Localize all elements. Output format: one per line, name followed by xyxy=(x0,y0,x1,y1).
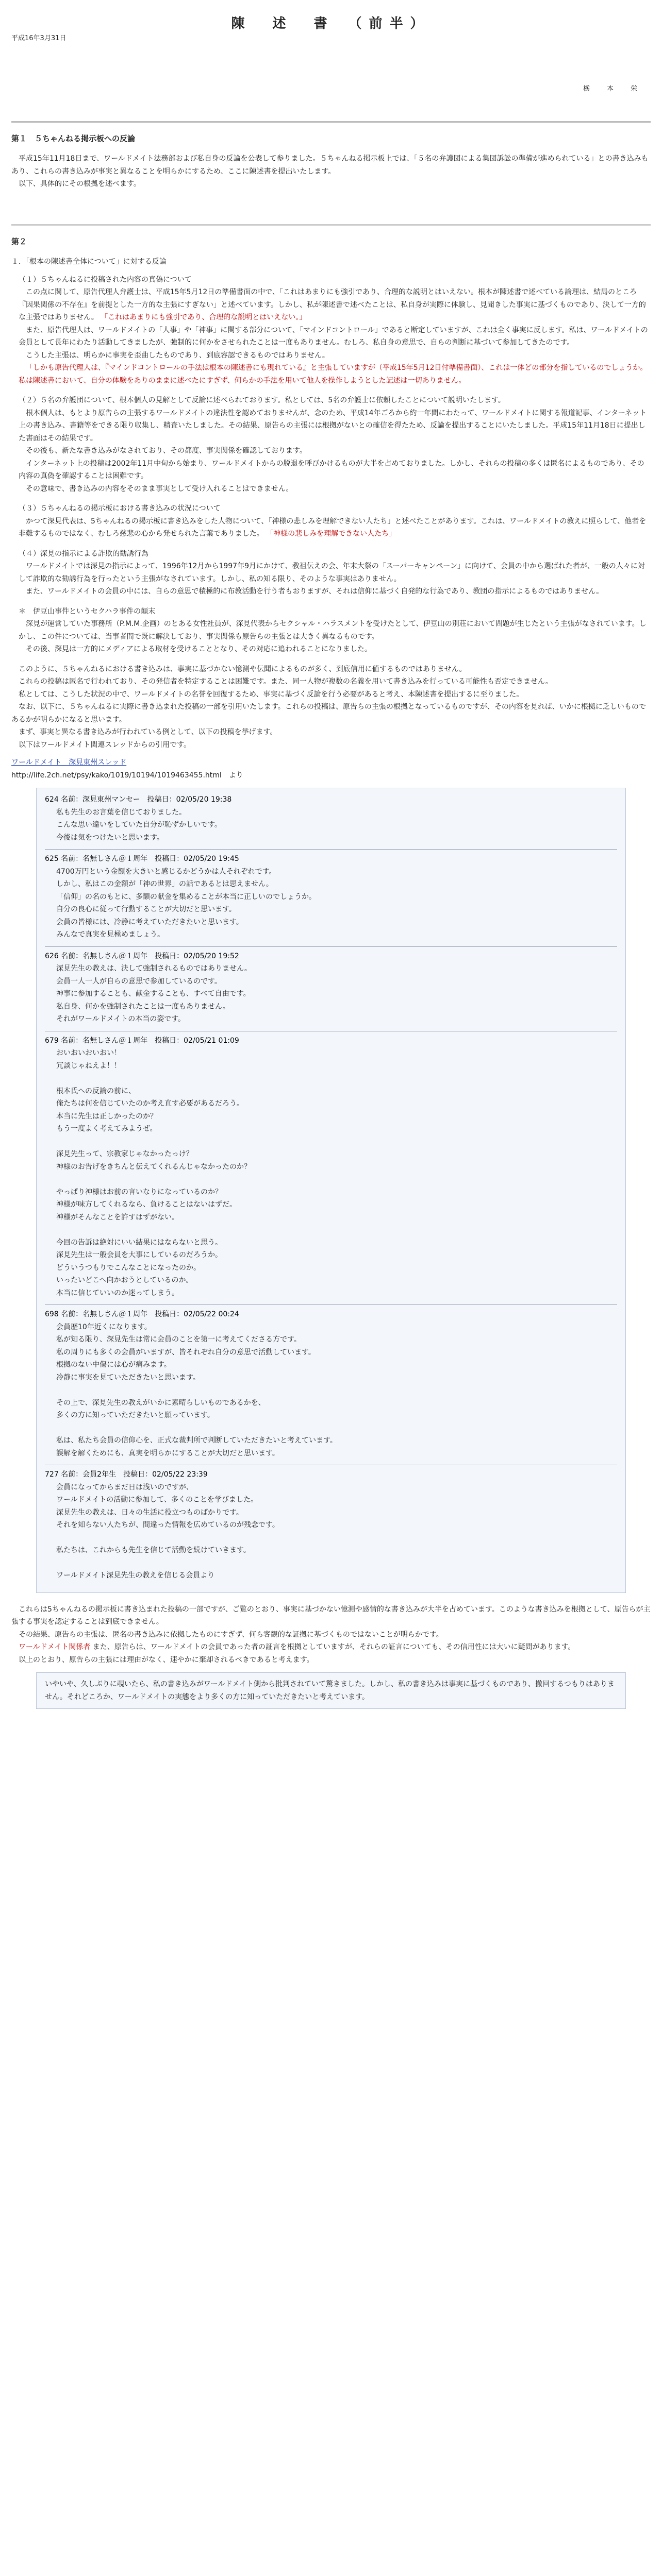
closing-red: ワールドメイト関係者 xyxy=(19,1643,91,1652)
post-list xyxy=(45,793,617,1582)
forum-post-line: 私たちは、これからも先生を信じて活動を続けていきます。 xyxy=(56,1546,251,1555)
post-divider xyxy=(45,946,617,947)
forum-post-line: 私自身、何かを強制されたことは一度もありません。 xyxy=(56,1002,230,1011)
forum-post-line: 誤解を解くためにも、真実を明らかにすることが大切だと思います。 xyxy=(56,1449,279,1458)
forum-post-line: 深見先生の教えは、決して強制されるものではありません。 xyxy=(56,964,252,973)
forum-post-line: 私の周りにも多くの会員がいますが、皆それぞれ自分の意思で活動しています。 xyxy=(56,1348,316,1357)
misc-paragraph-4: なお、以下に、５ちゃんねるに実際に書き込まれた投稿の一部を引用いたします。これらの投稿は、原告らの主張の根拠となっているものですが、その内容を見れば、いかに根拠に乏しいものであるかが明らかになると思います。 xyxy=(11,703,646,724)
forum-post-line: 冷静に事実を見ていただきたいと思います。 xyxy=(56,1373,200,1382)
forum-post-header: 698 名前：名無しさん＠１周年 投稿日：02/05/22 00:24 xyxy=(45,1310,239,1319)
forum-post-body xyxy=(45,866,617,941)
misc-paragraph-3: 私としては、こうした状況の中で、ワールドメイトの名誉を回復するため、事実に基づく反論を行う必要があると考え、本陳述書を提出するに至りました。 xyxy=(19,690,524,699)
forum-post-line: 深見先生は一般会員を大事にしているのだろうか。 xyxy=(56,1251,222,1260)
source-link-url: http://life.2ch.net/psy/kako/1019/10194/1019463455.html より xyxy=(11,771,243,779)
forum-post-line: 自分の良心に従って行動することが大切だと思います。 xyxy=(56,905,236,914)
forum-post xyxy=(45,1035,617,1306)
item-4-text-b: その後、深見は一方的にメディアによる取材を受けることとなり、その対応に追われることになりました。 xyxy=(26,645,372,654)
item-1-text-red: 「これはあまりにも強引であり、合理的な説明とはいえない。」 xyxy=(101,313,307,322)
closing-paragraph-3 xyxy=(11,1641,651,1654)
forum-post-line: 会員の皆様には、冷静に考えていただきたいと思います。 xyxy=(56,918,243,926)
section-2 xyxy=(11,235,651,1709)
forum-post-line: ワールドメイトの活動に参加して、多くのことを学びました。 xyxy=(56,1496,258,1504)
section-1-paragraph xyxy=(11,152,651,178)
forum-post-line: 私は、私たち会員の信仰心を、正式な裁判所で判断していただきたいと考えています。 xyxy=(56,1436,337,1445)
forum-post xyxy=(45,1468,617,1582)
item-1-text-h: その意味で、書き込みの内容をそのまま事実として受け入れることはできません。 xyxy=(26,484,293,493)
forum-post-line xyxy=(56,1557,617,1570)
forum-post-line: 4700万円という金額を大きいと感じるかどうかは人それぞれです。 xyxy=(56,867,276,876)
item-4-title: ＊ 伊豆山事件というセクハラ事件の顛末 xyxy=(19,607,156,616)
item-3-text: ワールドメイトでは深見の指示によって、1996年12月から1997年9月にかけて、教祖伝えの会、年末大祭の「スーパーキャンペーン」に向けて、会員の中から選ばれた者が、一般の人々に対して詐欺的な勧誘行為を行ったという主張がなされています。しかし、私の知る限り、そのような事実はありません。 xyxy=(19,562,645,583)
forum-post-body xyxy=(45,962,617,1026)
forum-post-line xyxy=(56,1224,617,1236)
forum-post xyxy=(45,950,617,1031)
forum-post-header: 625 名前：名無しさん＠１周年 投稿日：02/05/20 19:45 xyxy=(45,855,239,863)
forum-post-line: 「信仰」の名のもとに、多額の献金を集めることが本当に正しいのでしょうか。 xyxy=(56,892,316,901)
forum-post-line: 今回の告訴は絶対にいい結果にはならないと思う。 xyxy=(56,1238,222,1247)
forum-post-line: それを知らない人たちが、間違った情報を広めているのが残念です。 xyxy=(56,1521,279,1530)
forum-post-line xyxy=(56,1422,617,1435)
item-4-text: 深見が運営していた事務所（P.M.M.企画）のとある女性社員が、深見代表からセクシャル・ハラスメントを受けたとして、伊豆山の別荘において問題が生じたという主張がなされています。しかし、この件については、当事者間で既に解決しており、事実関係も原告らの主張とは大きく異なるものです。 xyxy=(19,620,647,641)
forum-post-line: 深見先生って、宗教家じゃなかったっけ？ xyxy=(56,1150,193,1159)
item-2-text-span: かつて深見代表は、5ちゃんねるの掲示板に書き込みをした人物について、「神様の悲しみを理解できない人たち」と述べたことがあります。これは、ワールドメイトの教えに照らして、他者を非難するものではなく、むしろ慈悲の心から発せられた言葉でありました。 xyxy=(19,517,647,538)
forum-post-line: 本当に先生は正しかったのか？ xyxy=(56,1112,157,1121)
forum-post-line: 神様のお告げをきちんと伝えてくれるんじゃなかったのか？ xyxy=(56,1162,251,1171)
section-1-paragraph-2: 以下、具体的にその根拠を述べます。 xyxy=(19,180,141,189)
forum-post-line: 根拠のない中傷には心が痛みます。 xyxy=(56,1361,171,1369)
forum-post-line: 神事に参加することも、献金することも、すべて自由です。 xyxy=(56,990,251,998)
section-1-text: 平成15年11月18日まで、ワールドメイト法務部および私自身の反論を公表して参りました。５ちゃんねる掲示板上では、「５名の弁護団による集団訴訟の準備が進められている」との書き込みもあり、これらの書き込みが事実と異なることを明らかにするため、ここに陳述書を提出いたします。 xyxy=(11,155,649,176)
forum-post-line: 俺たちは何を信じていたのか考え直す必要があるだろう。 xyxy=(56,1099,244,1108)
forum-post-header: 626 名前：名無しさん＠１周年 投稿日：02/05/20 19:52 xyxy=(45,952,239,960)
item-1-text-b: また、原告代理人は、ワールドメイトの「人事」や「神事」に関する部分について、「マインドコントロール」であると断定していますが、これは全く事実に反します。私は、ワールドメイトの会員として長年にわたり活動してきましたが、強制的に何かをさせられたことは一度もありません。むしろ、私自身の意思で、自らの判断に基づいて参加してきたのです。 xyxy=(19,326,648,347)
closing-section xyxy=(11,1603,651,1709)
forum-post-line: ワールドメイト深見先生の教えを信じる会員より xyxy=(56,1571,215,1580)
forum-post-line xyxy=(56,1532,617,1545)
forum-post-line xyxy=(56,1173,617,1186)
forum-post-line: 神様がそんなことを許すはずがない。 xyxy=(56,1213,179,1222)
forum-post-line: 会員一人一人が自らの意思で参加しているのです。 xyxy=(56,977,222,986)
closing-paragraph-3-text: また、原告らは、ワールドメイトの会員であった者の証言を根拠としていますが、それらの証言についても、その信用性には大いに疑問があります。 xyxy=(92,1643,575,1652)
forum-post-line: 深見先生の教えは、日々の生活に役立つものばかりです。 xyxy=(56,1508,243,1517)
misc-paragraph-6: 以下はワールドメイト関連スレッドからの引用です。 xyxy=(19,740,191,749)
item-1-text-e: 根本個人は、もとより原告らの主張するワールドメイトの違法性を認めておりませんが、念のため、平成14年ごろから約一年間にわたって、ワールドメイトに関する報道記事、インターネット上の書き込み、書籍等をできる限り収集し、精査いたしました。その結果、原告らの主張には根拠がないとの確信を得たため、反論を提出することにいたしました。平成15年11月18日に提出した書面はその結果です。 xyxy=(19,409,647,443)
post-divider xyxy=(45,849,617,850)
item-1-text-f: その後も、新たな書き込みがなされており、その都度、事実関係を確認しております。 xyxy=(26,447,307,455)
item-1-text-a xyxy=(11,286,651,324)
forum-post-line: 本当に信じていいのか迷ってしまう。 xyxy=(56,1289,179,1297)
forum-post xyxy=(45,853,617,947)
document-date: 平成16年3月31日 xyxy=(11,35,67,42)
forum-post-line: 多くの方に知っていただきたいと願っています。 xyxy=(56,1411,214,1420)
forum-post-line xyxy=(56,1384,617,1397)
section-1 xyxy=(11,132,651,191)
item-3-title: （４）深見の指示による詐欺的勧誘行為 xyxy=(19,549,148,558)
forum-post-body xyxy=(45,1321,617,1460)
divider xyxy=(11,122,651,123)
item-2-text-red: 「神様の悲しみを理解できない人たち」 xyxy=(266,530,396,538)
forum-post-line xyxy=(56,1072,617,1085)
forum-post-header: 679 名前：名無しさん＠１周年 投稿日：02/05/21 01:09 xyxy=(45,1036,239,1045)
item-1-text-g: インターネット上の投稿は2002年11月中旬から始まり、ワールドメイトからの脱退を呼びかけるものが大半を占めておりました。しかし、それらの投稿の多くは匿名によるものであり、その内容の真偽を確認することは困難です。 xyxy=(19,459,644,481)
forum-post-line: 会員歴10年近くになります。 xyxy=(56,1323,152,1331)
document-author: 栃 本 栄 xyxy=(583,85,642,93)
forum-post-body xyxy=(45,1047,617,1299)
forum-post-line: みんなで真実を見極めましょう。 xyxy=(56,930,164,939)
forum-post-body xyxy=(45,806,617,844)
item-1-text-d: 「しかも原告代理人は、『マインドコントロールの手法は根本の陳述書にも現れている』と主張していますが（平成15年5月12日付準備書面）、これは一体どの部分を指しているのでしょうか。私は陳述書において、自分の体験をありのままに述べたにすぎず、何らかの手法を用いて他人を操作しようとした記述は一切ありません。 xyxy=(19,364,648,385)
forum-post-line: いったいどこへ向かおうとしているのか。 xyxy=(56,1276,193,1285)
item-2-text xyxy=(11,515,651,540)
forum-post-line: 私も先生のお言葉を信じておりました。 xyxy=(56,808,186,817)
forum-post-body xyxy=(45,1481,617,1582)
item-1-text-c: こうした主張は、明らかに事実を歪曲したものであり、到底容認できるものではありません。 xyxy=(26,351,329,360)
document-title: 陳 述 書 （前半） xyxy=(231,16,431,31)
post-quote-box xyxy=(36,788,626,1593)
forum-post-line: もう一度よく考えてみようぜ。 xyxy=(56,1125,157,1133)
forum-post-line: しかし、私はこの金額が「神の世界」の話であるとは思えません。 xyxy=(56,880,273,889)
forum-post-line: 会員になってからまだ日は浅いのですが、 xyxy=(56,1483,193,1492)
forum-post-line: 冗談じゃねえよ！！ xyxy=(56,1061,121,1070)
forum-post-line xyxy=(56,1136,617,1148)
section-2-heading: 第２ xyxy=(11,237,27,246)
misc-paragraph-1: このように、５ちゃんねるにおける書き込みは、事実に基づかない憶測や伝聞によるものが多く、到底信用に値するものではありません。 xyxy=(19,665,467,673)
item-1-title: １．「根本の陳述書全体について」に対する反論 xyxy=(11,258,167,266)
forum-post xyxy=(45,1308,617,1465)
section-1-heading: 第１ ５ちゃんねる掲示板への反論 xyxy=(11,134,136,143)
item-1-subtitle-2: （２）５名の弁護団について、根本個人の見解として反論に述べられております。私としては、5名の弁護士に依頼したことについて説明いたします。 xyxy=(19,396,505,405)
forum-post-line: こんな思い違いをしていた自分が恥ずかしいです。 xyxy=(56,821,222,829)
source-link-title[interactable] xyxy=(11,756,651,769)
forum-post-line: どういうつもりでこんなことになったのか。 xyxy=(56,1263,201,1272)
forum-post-line: その上で、深見先生の教えがいかに素晴らしいものであるかを、 xyxy=(56,1398,266,1407)
divider xyxy=(11,225,651,226)
closing-paragraph-4: 以上のとおり、原告らの主張には理由がなく、速やかに棄却されるべきであると考えます。 xyxy=(19,1655,314,1664)
post-divider xyxy=(45,1304,617,1305)
item-2-title: （３）５ちゃんねるの掲示板における書き込みの状況について xyxy=(19,504,221,513)
source-link-title-anchor[interactable]: ワールドメイト 深見東州スレッド xyxy=(11,758,127,767)
forum-post-header: 727 名前：会員2年生 投稿日：02/05/22 23:39 xyxy=(45,1470,208,1479)
closing-paragraph-2: その結果、原告らの主張は、匿名の書き込みに依拠したものにすぎず、何ら客観的な証拠に基づくものではないことが明らかです。 xyxy=(19,1630,443,1639)
forum-post-header: 624 名前：深見東州マンセー 投稿日：02/05/20 19:38 xyxy=(45,795,232,804)
closing-quote: いやいや、久しぶりに覗いたら、私の書き込みがワールドメイト側から批判されていて驚きました。しかし、私の書き込みは事実に基づくものであり、撤回するつもりはありません。それどころか、ワールドメイトの実態をより多くの方に知っていただきたいと考えています。 xyxy=(36,1672,626,1709)
misc-paragraph-5: まず、事実と異なる書き込みが行われている例として、以下の投稿を挙げます。 xyxy=(19,728,277,737)
forum-post-line: おいおいおいおい！ xyxy=(56,1049,121,1058)
item-3-text-b: また、ワールドメイトの会員の中には、自らの意思で積極的に布教活動を行う者もおりますが、それは信仰に基づく自発的な行為であり、教団の指示によるものではありません。 xyxy=(26,587,604,596)
item-1-subtitle: （１）５ちゃんねるに投稿された内容の真偽について xyxy=(19,275,192,284)
forum-post xyxy=(45,793,617,850)
forum-post-line: それがワールドメイトの本当の姿です。 xyxy=(56,1015,186,1024)
forum-post-line: 今後は気をつけたいと思います。 xyxy=(56,833,164,842)
misc-paragraph-2: これらの投稿は匿名で行われており、その発信者を特定することは困難です。また、同一人物が複数の名義を用いて書き込みを行っている可能性も否定できません。 xyxy=(19,677,553,686)
forum-post-line: 根本氏への反論の前に、 xyxy=(56,1087,136,1095)
forum-post-line: 神様が味方してくれるなら、負けることはないはずだ。 xyxy=(56,1200,237,1209)
forum-post-line: やっぱり神様はお前の言いなりになっているのか？ xyxy=(56,1188,222,1196)
item-1-text-a-span: この点に関して、原告代理人弁護士は、平成15年5月12日の準備書面の中で、「これはあまりにも強引であり、合理的な説明とはいえない。根本が陳述書で述べている論理は、結局のところ『因果関係の不存在』を前提とした一方的な主張にすぎない」と述べています。しかし、私が陳述書で述べたことは、私自身が実際に体験し、見聞きした事実に基づくものであり、決して一方的な主張ではありません。 xyxy=(19,288,646,322)
forum-post-line: 私が知る限り、深見先生は常に会員のことを第一に考えてくださる方です。 xyxy=(56,1335,301,1344)
closing-paragraph-1: これらは5ちゃんねるの掲示板に書き込まれた投稿の一部ですが、ご覧のとおり、事実に基づかない憶測や感情的な書き込みが大半を占めています。このような書き込みを根拠として、原告らが主張する事実を認定することは到底できません。 xyxy=(11,1605,651,1626)
